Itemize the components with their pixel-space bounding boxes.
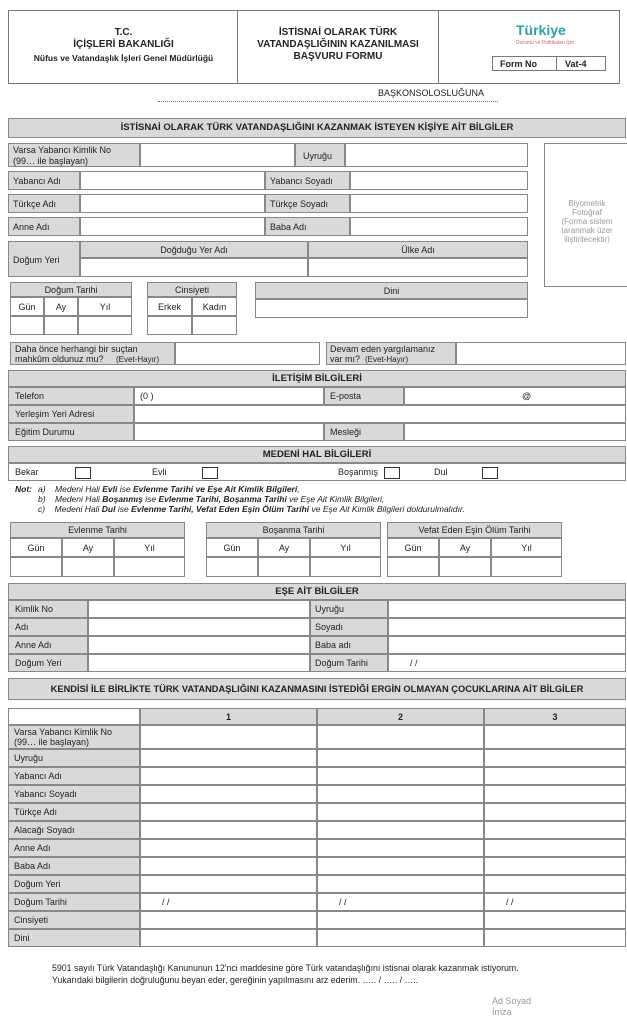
foreign-id-sublabel-text: (99… ile başlayan) <box>13 156 89 166</box>
child-3-field[interactable] <box>484 749 626 767</box>
spouse-section-title: EŞE AİT BİLGİLER <box>8 583 626 600</box>
child-row-label: Varsa Yabancı Kimlik No <box>14 727 113 737</box>
photo-text-2: Fotoğraf <box>572 208 602 217</box>
nationality-label: Uyruğu <box>303 151 333 161</box>
child-row-label: Baba Adı <box>14 861 51 871</box>
photo-text-3: (Forma sistem <box>561 217 613 226</box>
photo-text-5: iliştirilecektir) <box>564 235 610 244</box>
child-row-label: Yabancı Adı <box>14 771 62 781</box>
child-3-field[interactable] <box>484 803 626 821</box>
child-row-label: Doğum Tarihi <box>14 897 67 907</box>
child-2-field[interactable] <box>317 821 484 839</box>
spouse-birthdate-label: Doğum Tarihi <box>315 658 368 668</box>
single-label: Bekar <box>15 467 39 477</box>
marriage-date-day-label: Gün <box>27 543 45 553</box>
child-1-field[interactable] <box>140 929 317 947</box>
death-date-month-input[interactable] <box>439 557 491 577</box>
child-2-field[interactable] <box>317 749 484 767</box>
child-1-field[interactable] <box>140 803 317 821</box>
child-2-field[interactable] <box>317 911 484 929</box>
death-date-year-label: Yıl <box>521 543 532 553</box>
education-label: Eğitim Durumu <box>15 427 75 437</box>
note-c: c) Medeni Hali Dul ise Evlenme Tarihi, Vefat Eden Eşin Ölüm Tarihi ve Eşe Ait Kimlik Bilgileri doldurulmalıdır. <box>38 504 465 514</box>
child-3-field[interactable] <box>484 767 626 785</box>
nationality-input[interactable] <box>345 143 528 167</box>
trial-label-1: Devam eden yargılamanız <box>330 344 436 354</box>
signature-label: İmza <box>492 1007 512 1017</box>
child-1-field[interactable] <box>140 839 317 857</box>
consulate-label: BAŞKONSOLOSLUĞUNA <box>378 88 485 98</box>
female-input[interactable] <box>192 316 237 335</box>
marriage-date-day-input[interactable] <box>10 557 62 577</box>
turkiye-logo-sub: Durumu ve Politikaları İçin <box>516 40 575 46</box>
child-3-field[interactable] <box>484 857 626 875</box>
address-input[interactable] <box>134 405 626 423</box>
divorce-date-year-label: Yıl <box>340 543 351 553</box>
profession-input[interactable] <box>404 423 626 441</box>
child-row-label: Türkçe Adı <box>14 807 58 817</box>
marriage-date-year-label: Yıl <box>144 543 155 553</box>
child-column-label-1: 1 <box>225 712 231 722</box>
spouse-father-label: Baba adı <box>315 640 352 650</box>
education-input[interactable] <box>134 423 324 441</box>
form-title-line3: BAŞVURU FORMU <box>293 51 383 62</box>
divorced-checkbox[interactable] <box>384 467 400 479</box>
note-label: Not: <box>15 484 32 494</box>
spouse-nationality-input[interactable] <box>388 600 626 618</box>
child-row-label: Dini <box>14 933 30 943</box>
divorce-date-month-input[interactable] <box>258 557 310 577</box>
death-date-day-input[interactable] <box>387 557 439 577</box>
birthplace-name-label: Doğduğu Yer Adı <box>160 245 228 255</box>
phone-value: (0 ) <box>140 391 154 401</box>
form-title-line1: İSTİSNAİ OLARAK TÜRK <box>278 27 398 38</box>
spouse-mother-label: Anne Adı <box>15 640 52 650</box>
email-input[interactable] <box>404 387 626 405</box>
child-3-field[interactable] <box>484 785 626 803</box>
divorced-label: Boşanmış <box>338 467 379 477</box>
child-1-field[interactable] <box>140 785 317 803</box>
spouse-id-input[interactable] <box>88 600 310 618</box>
child-row-label: Uyruğu <box>14 753 44 763</box>
child-1-field[interactable] <box>140 875 317 893</box>
married-label: Evli <box>152 467 167 477</box>
mother-name-input[interactable] <box>80 217 265 236</box>
male-label: Erkek <box>157 302 181 312</box>
child-row-label: Yabancı Soyadı <box>14 789 77 799</box>
child-3-field[interactable] <box>484 725 626 749</box>
profession-label: Mesleği <box>330 427 362 437</box>
header-divider-2 <box>438 10 439 84</box>
note-b: b) Medeni Hali Boşanmış ise Evlenme Tarihi, Boşanma Tarihi ve Eşe Ait Kimlik Bilgileri, <box>38 494 385 504</box>
turkiye-logo: Türkiye <box>516 22 566 38</box>
trial-hint: (Evet-Hayır) <box>365 355 409 364</box>
child-row-label: Alacağı Soyadı <box>14 825 75 835</box>
trial-input[interactable] <box>456 342 626 365</box>
birth-year-input[interactable] <box>78 316 132 335</box>
marital-status-row <box>8 463 626 481</box>
spouse-birthplace-input[interactable] <box>88 654 310 672</box>
marital-notes <box>38 484 465 514</box>
child-1-field[interactable] <box>140 725 317 749</box>
divorce-date-month-label: Ay <box>278 543 290 553</box>
form-no-label: Form No <box>500 59 537 69</box>
child-row-label: Anne Adı <box>14 843 51 853</box>
divorce-date-label: Boşanma Tarihi <box>262 525 325 535</box>
spouse-mother-input[interactable] <box>88 636 310 654</box>
birth-month-label: Ay <box>55 302 67 312</box>
spouse-name-input[interactable] <box>88 618 310 636</box>
note-a: a) Medeni Hali Evli ise Evlenme Tarihi ve Eşe Ait Kimlik Bilgileri, <box>38 484 300 494</box>
phone-label: Telefon <box>15 391 45 401</box>
death-date-day-label: Gün <box>404 543 422 553</box>
name-surname-label: Ad Soyad <box>492 996 532 1006</box>
child-3-field[interactable] <box>484 875 626 893</box>
turkish-name-input[interactable] <box>80 194 265 213</box>
child-column-label-3: 3 <box>552 712 558 722</box>
declaration-line-1: 5901 sayılı Türk Vatandaşlığı Kanununun 12'nci maddesine göre Türk vatandaşlığını istisnai olarak kazanmak istiyorum. <box>52 963 519 973</box>
foreign-surname-label: Yabancı Soyadı <box>270 176 333 186</box>
tc-label: T.C. <box>114 27 133 38</box>
child-2-field[interactable] <box>317 767 484 785</box>
male-input[interactable] <box>147 316 192 335</box>
child-1-field[interactable] <box>140 911 317 929</box>
email-at: @ <box>522 391 532 401</box>
child-2-field[interactable] <box>317 725 484 749</box>
birthplace-name-input[interactable] <box>80 258 308 277</box>
child-2-field[interactable] <box>317 803 484 821</box>
single-checkbox[interactable] <box>75 467 91 479</box>
religion-input[interactable] <box>255 299 528 318</box>
death-date-year-input[interactable] <box>491 557 562 577</box>
spouse-birthdate-slashes: / / <box>410 658 418 668</box>
birth-date-label: Doğum Tarihi <box>44 285 98 295</box>
turkish-name-label: Türkçe Adı <box>13 199 57 209</box>
mother-name-label: Anne Adı <box>13 222 50 232</box>
child-2-field[interactable] <box>317 785 484 803</box>
form-no-value: Vat-4 <box>565 59 587 69</box>
directorate-name: Nüfus ve Vatandaşlık İşleri Genel Müdürlüğü <box>33 53 214 63</box>
father-name-input[interactable] <box>350 217 528 236</box>
photo-text-4: taranmak üzer <box>561 226 613 235</box>
child-3-field[interactable] <box>484 911 626 929</box>
foreign-surname-input[interactable] <box>350 171 528 190</box>
convicted-hint: (Evet-Hayır) <box>116 355 160 364</box>
contact-section-title: İLETİŞİM BİLGİLERİ <box>8 370 626 387</box>
birth-day-label: Gün <box>18 302 36 312</box>
widowed-checkbox[interactable] <box>482 467 498 479</box>
child-1-birthdate-slashes: / / <box>162 897 170 907</box>
turkish-surname-input[interactable] <box>350 194 528 213</box>
country-name-input[interactable] <box>308 258 528 277</box>
convicted-label-2: mahkûm oldunuz mu? <box>15 354 104 364</box>
spouse-nationality-label: Uyruğu <box>315 604 345 614</box>
photo-text-1: Biyometrik <box>568 199 606 208</box>
country-name-label: Ülke Adı <box>401 245 435 255</box>
convicted-label-1: Daha önce herhangi bir suçtan <box>15 344 138 354</box>
divorce-date-day-input[interactable] <box>206 557 258 577</box>
spouse-birthplace-label: Doğum Yeri <box>15 658 62 668</box>
children-section-title: KENDİSİ İLE BİRLİKTE TÜRK VATANDAŞLIĞINI KAZANMASINI İSTEDİĞİ ERGİN OLMAYAN ÇOCUKLARINA AİT BİLGİLER <box>8 678 626 700</box>
ministry-name: İÇİŞLERİ BAKANLIĞI <box>73 39 174 50</box>
spouse-surname-input[interactable] <box>388 618 626 636</box>
child-row-sublabel: (99… ile başlayan) <box>14 737 90 747</box>
form-no-divider <box>556 56 557 71</box>
female-label: Kadın <box>202 302 227 312</box>
child-1-field[interactable] <box>140 767 317 785</box>
birth-day-input[interactable] <box>10 316 44 335</box>
child-2-field[interactable] <box>317 857 484 875</box>
birth-month-input[interactable] <box>44 316 78 335</box>
child-1-field[interactable] <box>140 821 317 839</box>
foreign-id-label: Varsa Yabancı Kimlik No <box>13 145 112 155</box>
child-row-label: Doğum Yeri <box>14 879 61 889</box>
child-2-field[interactable] <box>317 929 484 947</box>
declaration-line-2: Yukarıdaki bilgilerin doğruluğunu beyan eder, gereğinin yapılmasını arz ederim. ….. / ….. / ….. <box>52 975 419 985</box>
spouse-birthdate-input[interactable] <box>388 654 626 672</box>
children-corner-cell <box>8 708 140 725</box>
marriage-date-month-label: Ay <box>82 543 94 553</box>
foreign-name-label: Yabancı Adı <box>13 176 61 186</box>
religion-label: Dini <box>383 286 400 296</box>
marriage-date-year-input[interactable] <box>114 557 185 577</box>
widowed-label: Dul <box>434 467 448 477</box>
child-row-label: Cinsiyeti <box>14 915 49 925</box>
foreign-id-input[interactable] <box>140 143 295 167</box>
divorce-date-year-input[interactable] <box>310 557 381 577</box>
spouse-id-label: Kimlik No <box>15 604 54 614</box>
marriage-date-label: Evlenme Tarihi <box>68 525 127 535</box>
email-label: E-posta <box>330 391 362 401</box>
birthplace-label: Doğum Yeri <box>13 255 60 265</box>
child-2-field[interactable] <box>317 875 484 893</box>
form-title-line2: VATANDAŞLIĞININ KAZANILMASI <box>257 39 419 50</box>
marriage-date-month-input[interactable] <box>62 557 114 577</box>
married-checkbox[interactable] <box>202 467 218 479</box>
child-3-birthdate-slashes: / / <box>506 897 514 907</box>
child-3-field[interactable] <box>484 929 626 947</box>
divorce-date-day-label: Gün <box>223 543 241 553</box>
phone-input[interactable] <box>134 387 324 405</box>
father-name-label: Baba Adı <box>270 222 307 232</box>
child-3-field[interactable] <box>484 839 626 857</box>
foreign-name-input[interactable] <box>80 171 265 190</box>
death-date-label: Vefat Eden Eşin Ölüm Tarihi <box>418 525 531 535</box>
spouse-father-input[interactable] <box>388 636 626 654</box>
marital-section-title: MEDENİ HAL BİLGİLERİ <box>8 446 626 463</box>
trial-label-2: var mı? <box>330 354 361 364</box>
child-2-field[interactable] <box>317 839 484 857</box>
address-label: Yerleşim Yeri Adresi <box>15 409 95 419</box>
applicant-section-title: İSTİSNAİ OLARAK TÜRK VATANDAŞLIĞINI KAZANMAK İSTEYEN KİŞİYE AİT BİLGİLER <box>8 118 626 138</box>
child-column-label-2: 2 <box>397 712 403 722</box>
spouse-name-label: Adı <box>15 622 29 632</box>
convicted-input[interactable] <box>175 342 320 365</box>
child-1-field[interactable] <box>140 857 317 875</box>
birth-year-label: Yıl <box>99 302 111 312</box>
child-1-field[interactable] <box>140 749 317 767</box>
consulate-dotted-line[interactable] <box>158 101 498 102</box>
turkish-surname-label: Türkçe Soyadı <box>270 199 329 209</box>
child-3-field[interactable] <box>484 821 626 839</box>
spouse-surname-label: Soyadı <box>315 622 344 632</box>
gender-label: Cinsiyeti <box>174 285 209 295</box>
death-date-month-label: Ay <box>459 543 471 553</box>
child-2-birthdate-slashes: / / <box>339 897 347 907</box>
